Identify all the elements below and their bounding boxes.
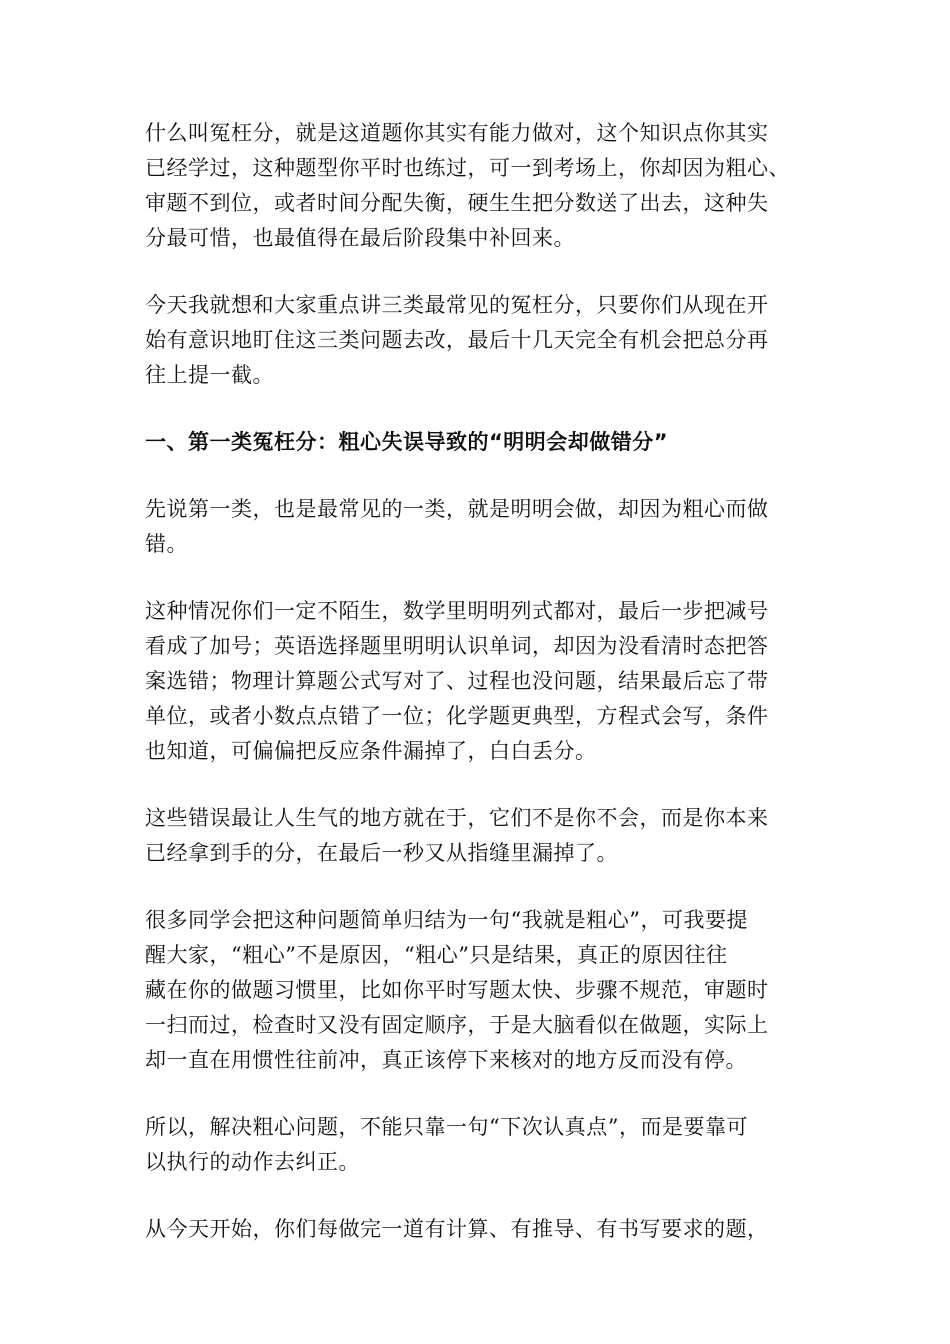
paragraph-line: 却一直在用惯性往前冲，真正该停下来核对的地方反而没有停。 xyxy=(145,1048,747,1072)
paragraph xyxy=(145,288,805,393)
paragraph xyxy=(145,594,805,769)
paragraph-line: 所以，解决粗心问题，不能只靠一句“下次认真点”，而是要靠可 xyxy=(145,1115,748,1139)
paragraph-line: 一扫而过，检查时又没有固定顺序，于是大脑看似在做题，实际上 xyxy=(145,1013,769,1037)
paragraph-line: 先说第一类，也是最常见的一类，就是明明会做，却因为粗心而做 xyxy=(145,497,769,521)
paragraph-line: 很多同学会把这种问题简单归结为一句“我就是粗心”，可我要提 xyxy=(145,908,748,932)
paragraph xyxy=(145,492,805,562)
paragraph-line: 这种情况你们一定不陌生，数学里明明列式都对，最后一步把减号 xyxy=(145,599,769,623)
document-body xyxy=(145,116,805,1279)
paragraph-line: 从今天开始，你们每做完一道有计算、有推导、有书写要求的题， xyxy=(145,1217,769,1241)
paragraph-line: 错。 xyxy=(145,532,188,556)
paragraph xyxy=(145,116,805,256)
paragraph-line: 审题不到位，或者时间分配失衡，硬生生把分数送了出去，这种失 xyxy=(145,191,769,215)
paragraph-line: 这些错误最让人生气的地方就在于，它们不是你不会，而是你本来 xyxy=(145,806,769,830)
paragraph-line: 往上提一截。 xyxy=(145,363,274,387)
paragraph-line: 看成了加号；英语选择题里明明认识单词，却因为没看清时态把答 xyxy=(145,634,769,658)
section-heading xyxy=(145,425,805,460)
paragraph xyxy=(145,1110,805,1180)
paragraph xyxy=(145,1212,805,1247)
paragraph-line: 已经学过，这种题型你平时也练过，可一到考场上，你却因为粗心、 xyxy=(145,156,790,180)
paragraph-line: 藏在你的做题习惯里，比如你平时写题太快、步骤不规范，审题时 xyxy=(145,978,769,1002)
paragraph-line: 案选错；物理计算题公式写对了、过程也没问题，结果最后忘了带 xyxy=(145,669,769,693)
paragraph-line: 始有意识地盯住这三类问题去改，最后十几天完全有机会把总分再 xyxy=(145,328,769,352)
paragraph-line: 今天我就想和大家重点讲三类最常见的冤枉分，只要你们从现在开 xyxy=(145,293,769,317)
paragraph-line: 已经拿到手的分，在最后一秒又从指缝里漏掉了。 xyxy=(145,841,618,865)
paragraph xyxy=(145,801,805,871)
heading-text: 一、第一类冤枉分：粗心失误导致的“明明会却做错分” xyxy=(145,430,669,454)
paragraph-line: 分最可惜，也最值得在最后阶段集中补回来。 xyxy=(145,226,575,250)
paragraph-line: 什么叫冤枉分，就是这道题你其实有能力做对，这个知识点你其实 xyxy=(145,121,769,145)
paragraph xyxy=(145,903,805,1078)
paragraph-line: 以执行的动作去纠正。 xyxy=(145,1150,360,1174)
paragraph-line: 醒大家，“粗心”不是原因，“粗心”只是结果，真正的原因往往 xyxy=(145,943,728,967)
paragraph-line: 单位，或者小数点点错了一位；化学题更典型，方程式会写，条件 xyxy=(145,704,769,728)
paragraph-line: 也知道，可偏偏把反应条件漏掉了，白白丢分。 xyxy=(145,739,597,763)
